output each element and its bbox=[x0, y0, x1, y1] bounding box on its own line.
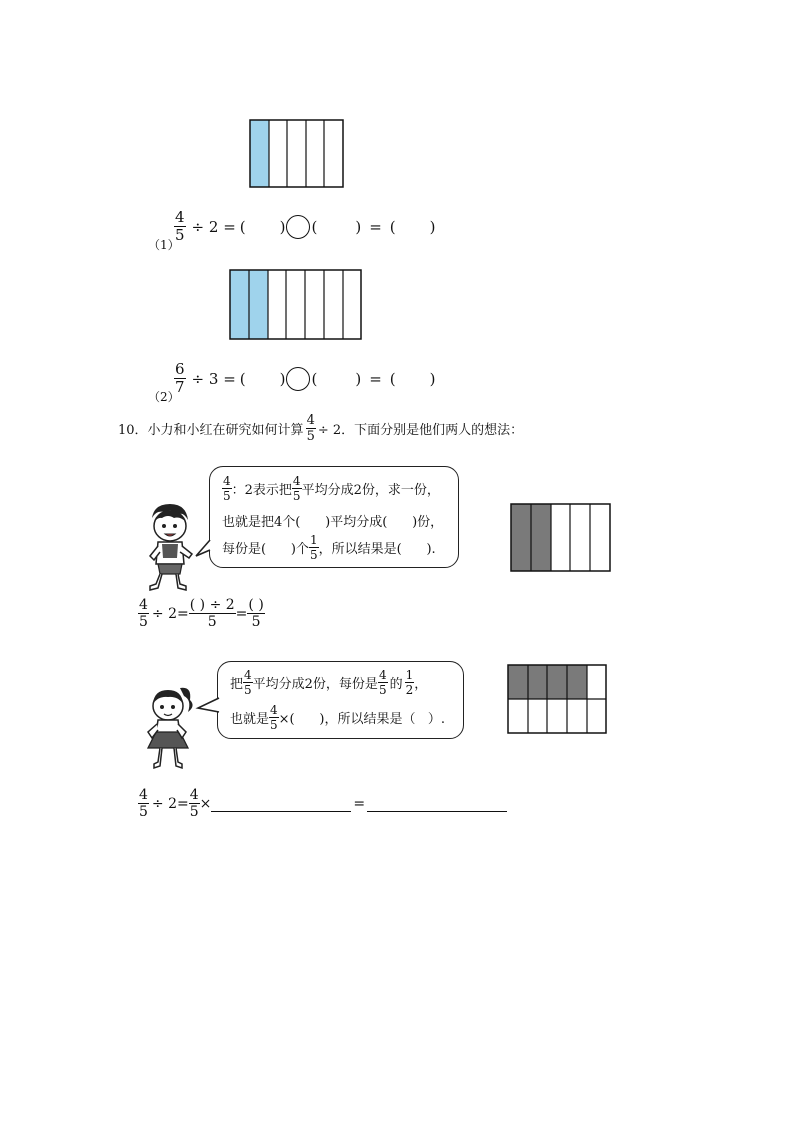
bubble-fraction: $\frac{4}{5}$ bbox=[223, 474, 231, 503]
q9-part2-fraction: $\frac{6}{7}$ bbox=[175, 360, 185, 396]
q10-question-text: 10． 小力和小红在研究如何计算 $\frac{4}{5}$ ÷ 2．下面分别是他们两人的想法： bbox=[118, 413, 524, 444]
operator-circle[interactable] bbox=[286, 215, 310, 239]
bubble-fraction: $\frac{4}{5}$ bbox=[292, 474, 301, 503]
q9-part1-equation: $\frac{4}{5}$ ÷ 2 = ( ) ( ) = ( ) bbox=[175, 208, 436, 244]
xiaoli-speech-bubble: $\frac{4}{5}$ ：2表示把 $\frac{4}{5}$ 平均分成2份，求一份， 也就是把4个( )平均分成( )份， 每份是( )个 $\frac{1}{5}$ ，所以结果是( ). bbox=[209, 466, 459, 568]
q9-part2-diagram bbox=[229, 269, 364, 342]
bubble-tail bbox=[198, 696, 220, 716]
q9-part2-equation: $\frac{6}{7}$ ÷ 3 = ( ) ( ) = ( ) bbox=[175, 360, 436, 396]
q9-part1-fraction: $\frac{4}{5}$ bbox=[175, 208, 185, 244]
answer-blank-2[interactable] bbox=[367, 795, 507, 812]
xiaohong-girl-illustration bbox=[140, 682, 200, 774]
xiaohong-speech-bubble: 把 $\frac{4}{5}$ 平均分成2份，每份是 $\frac{4}{5}$ 的 $\frac{1}{2}$ ， 也就是 $\frac{4}{5}$ ×( )，所以结果是（ ）. bbox=[217, 661, 464, 739]
q9-part1-diagram bbox=[249, 119, 345, 189]
bubble-fraction: $\frac{4}{5}$ bbox=[270, 703, 278, 732]
operator-circle[interactable] bbox=[286, 367, 310, 391]
q10-fraction: $\frac{4}{5}$ bbox=[306, 413, 315, 444]
equation-result-fraction[interactable]: $\frac{( )}{5}$ bbox=[248, 597, 264, 630]
bubble-tail bbox=[196, 540, 212, 558]
answer-blank-1[interactable] bbox=[211, 795, 351, 812]
xiaoli-boy-illustration bbox=[140, 500, 200, 595]
bubble-fraction-one-fifth: $\frac{1}{5}$ bbox=[309, 533, 318, 562]
bubble-fraction-one-half: $\frac{1}{2}$ bbox=[405, 668, 414, 697]
bubble-fraction: $\frac{4}{5}$ bbox=[244, 668, 252, 697]
shaded-column bbox=[250, 120, 269, 187]
xiaohong-fraction-grid bbox=[507, 664, 608, 735]
xiaoli-fraction-grid bbox=[510, 503, 612, 573]
xiaoli-equation: $\frac{4}{5}$ ÷ 2= $\frac{( ) \div 2}{5}$ = $\frac{( )}{5}$ bbox=[139, 597, 264, 630]
q9-part2-label: （2） bbox=[148, 390, 180, 404]
bubble-fraction: $\frac{4}{5}$ bbox=[378, 668, 387, 697]
q9-part1-label: （1） bbox=[148, 238, 180, 252]
equation-middle-fraction[interactable]: $\frac{( ) \div 2}{5}$ bbox=[189, 597, 235, 630]
xiaohong-equation: $\frac{4}{5}$ ÷ 2= $\frac{4}{5}$ × = bbox=[138, 788, 507, 819]
bubble-line-2: 也就是把4个( )平均分成( )份， bbox=[222, 515, 444, 530]
